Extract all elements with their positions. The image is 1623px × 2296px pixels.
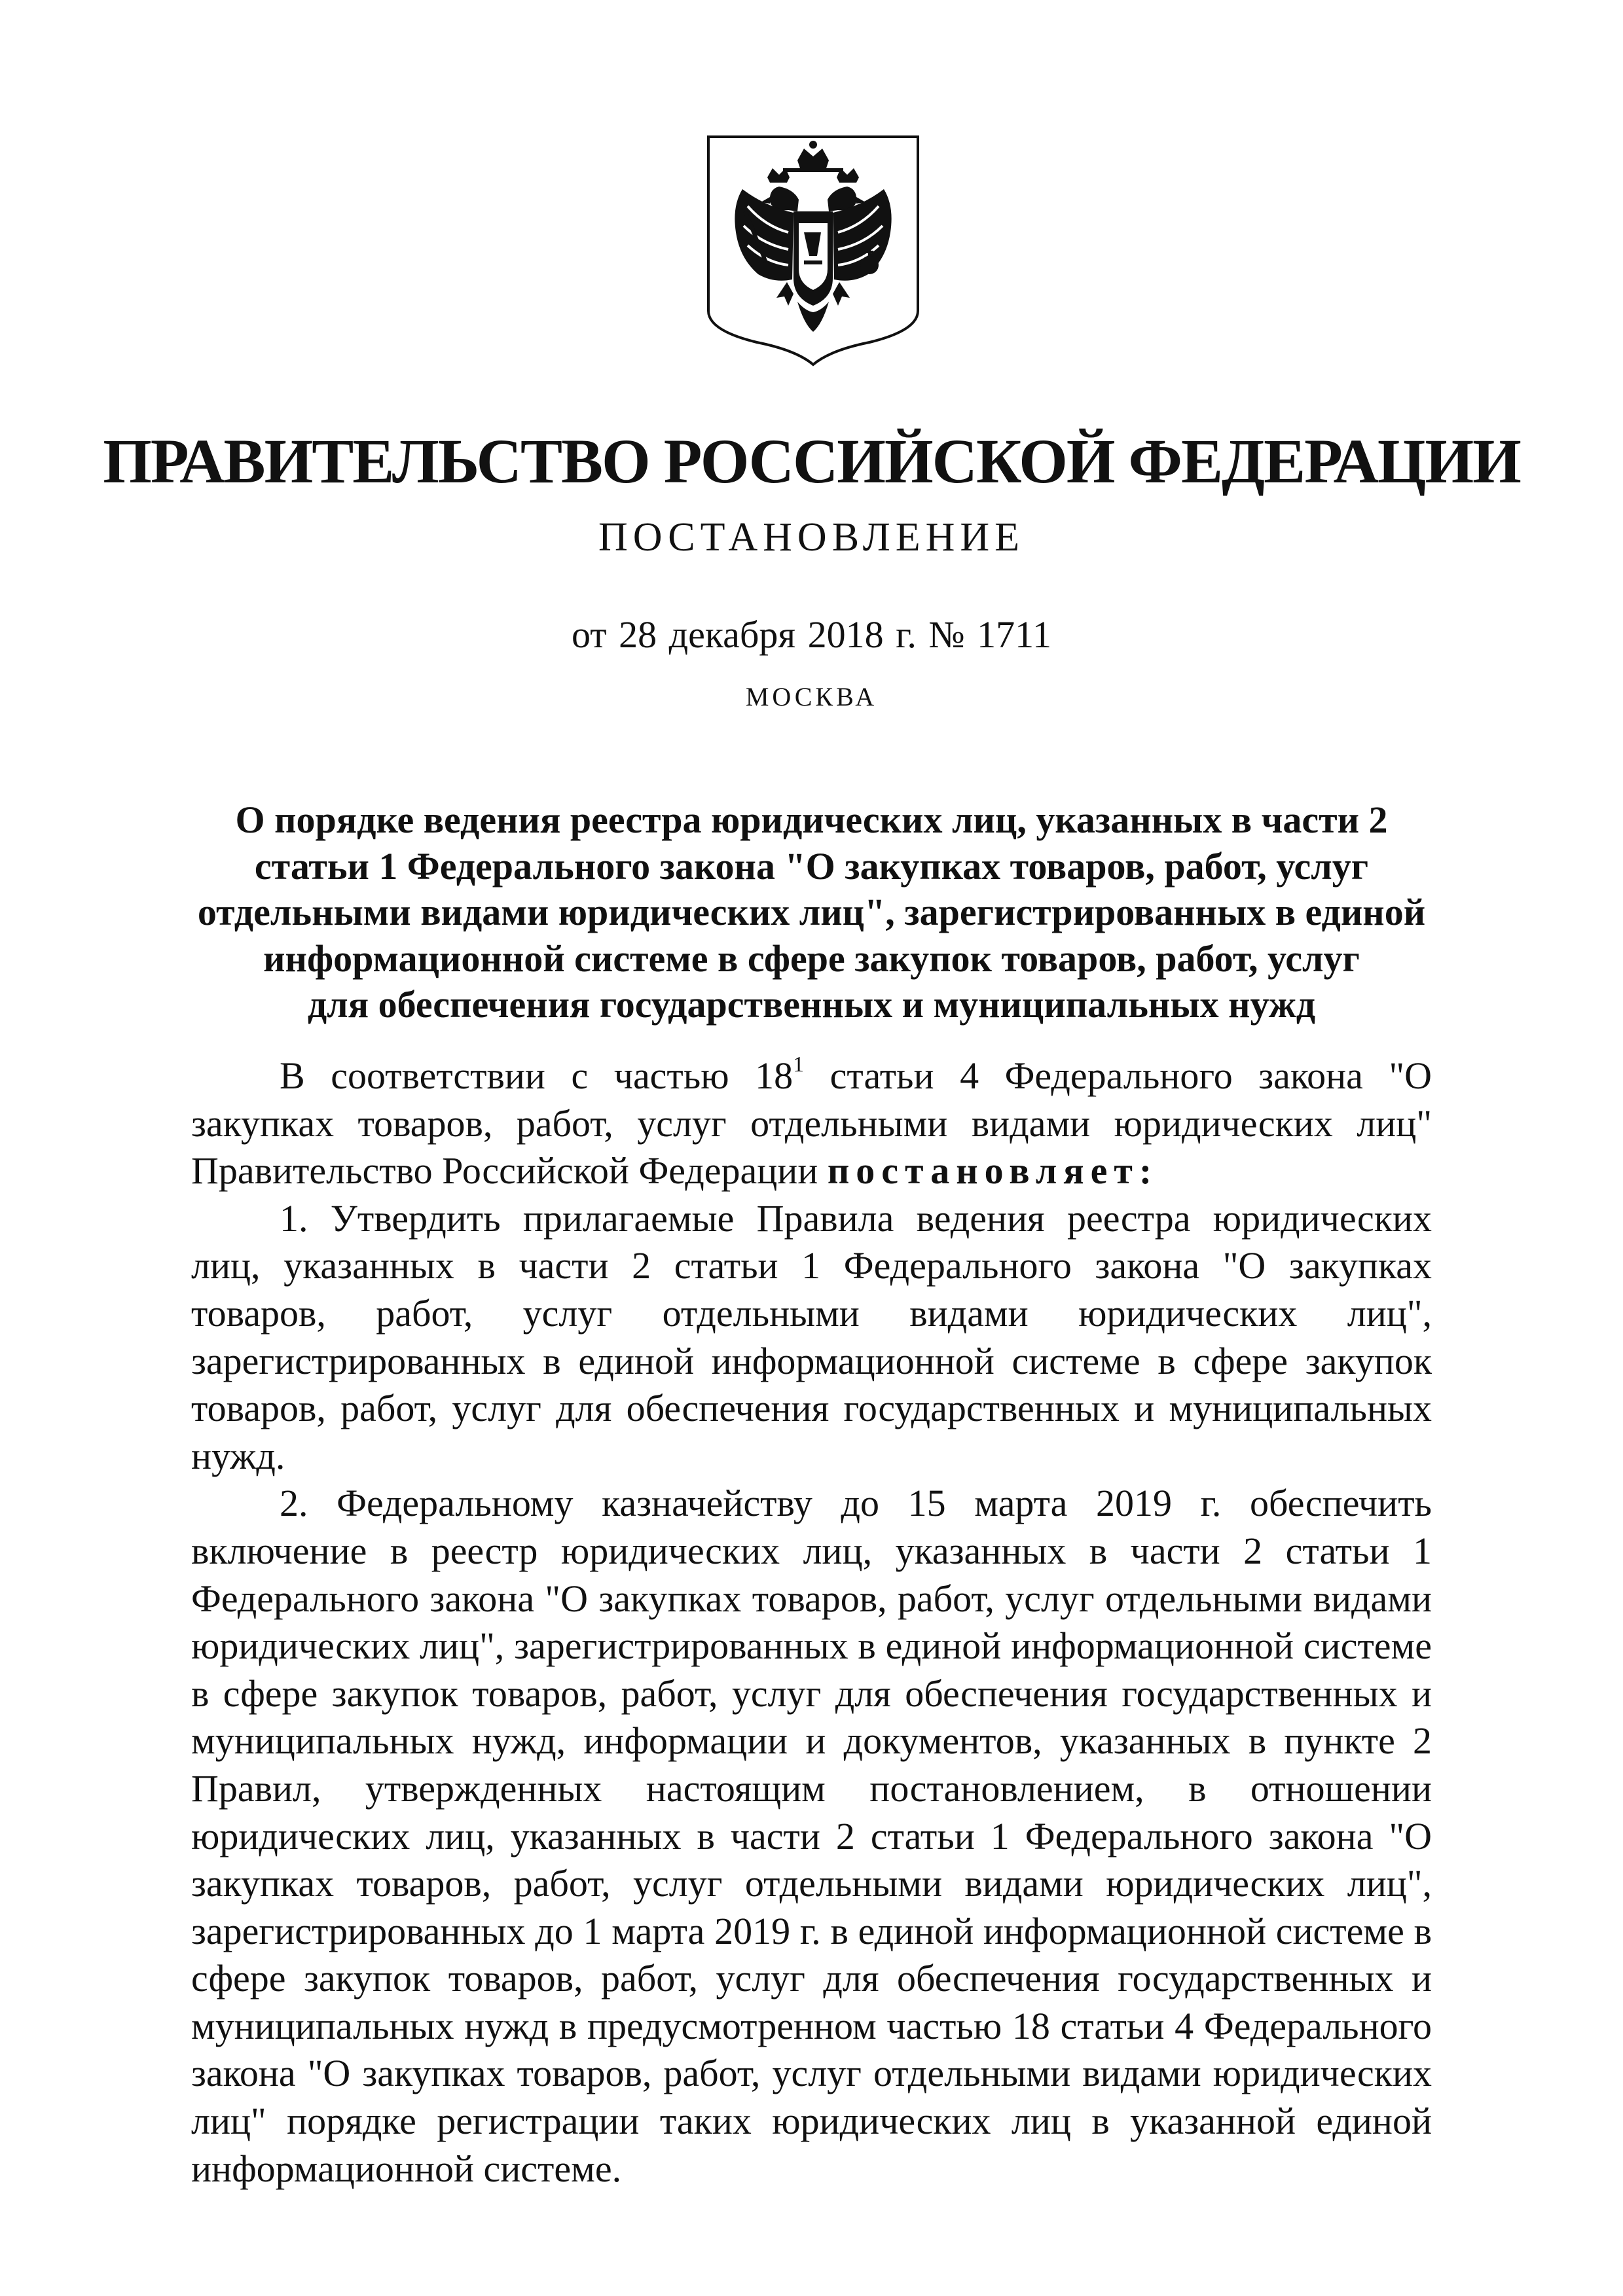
- resolves-word: постановляет:: [827, 1149, 1159, 1193]
- document-subject: [191, 797, 1432, 1028]
- government-title: ПРАВИТЕЛЬСТВО РОССИЙСКОЙ ФЕДЕРАЦИИ: [103, 426, 1520, 496]
- preamble-text-continued: статьи 4 Федерального закона "О закупках товаров, работ, услуг отдельными видами юридических лиц" Правительство Российской Федерации: [191, 1054, 1432, 1193]
- russian-coat-of-arms-icon: [706, 134, 921, 367]
- document-type: ПОСТАНОВЛЕНИЕ: [598, 515, 1025, 560]
- subject-line: информационной системе в сфере закупок товаров, работ, услуг: [263, 937, 1360, 980]
- subject-line: статьи 1 Федерального закона "О закупках товаров, работ, услуг: [254, 844, 1369, 888]
- superscript-index: 1: [793, 1052, 805, 1077]
- item-paragraph: 2. Федеральному казначейству до 15 марта 2019 г. обеспечить включение в реестр юридических лиц, указанных в части 2 статьи 1 Федерального закона "О закупках товаров, работ, услуг отдельными видами юридических лиц", зарегистрированных в единой информационной системе в сфере закупок товаров, работ, услуг для обеспечения государственных и муниципальных нужд, информации и документов, указанных в пункте 2 Правил, утвержденных настоящим постановлением, в отношении юридических лиц, указанных в части 2 статьи 1 Федерального закона "О закупках товаров, работ, услуг отдельными видами юридических лиц", зарегистрированных до 1 марта 2019 г. в единой информационной системе в сфере закупок товаров, работ, услуг для обеспечения государственных и муниципальных нужд в предусмотренном частью 18 статьи 4 Федерального закона "О закупках товаров, работ, услуг отдельными видами юридических лиц" порядке регистрации таких юридических лиц в указанной единой информационной системе.: [191, 1482, 1432, 2190]
- item-paragraph: 1. Утвердить прилагаемые Правила ведения реестра юридических лиц, указанных в части 2 статьи 1 Федерального закона "О закупках товаров, работ, услуг отдельными видами юридических лиц", зарегистрированных в единой информационной системе в сфере закупок товаров, работ, услуг для обеспечения государственных и муниципальных нужд.: [191, 1196, 1432, 1477]
- document-body: [191, 1052, 1432, 2193]
- subject-line: для обеспечения государственных и муниципальных нужд: [307, 983, 1316, 1026]
- subject-line: О порядке ведения реестра юридических лиц, указанных в части 2: [235, 798, 1388, 841]
- document-city: МОСКВА: [745, 682, 878, 711]
- preamble-text: В соответствии с частью 18: [280, 1054, 793, 1097]
- document-date-number: от 28 декабря 2018 г. № 1711: [572, 613, 1051, 656]
- subject-line: отдельными видами юридических лиц", зарегистрированных в единой: [197, 891, 1426, 933]
- preamble-paragraph: [191, 1052, 1432, 1195]
